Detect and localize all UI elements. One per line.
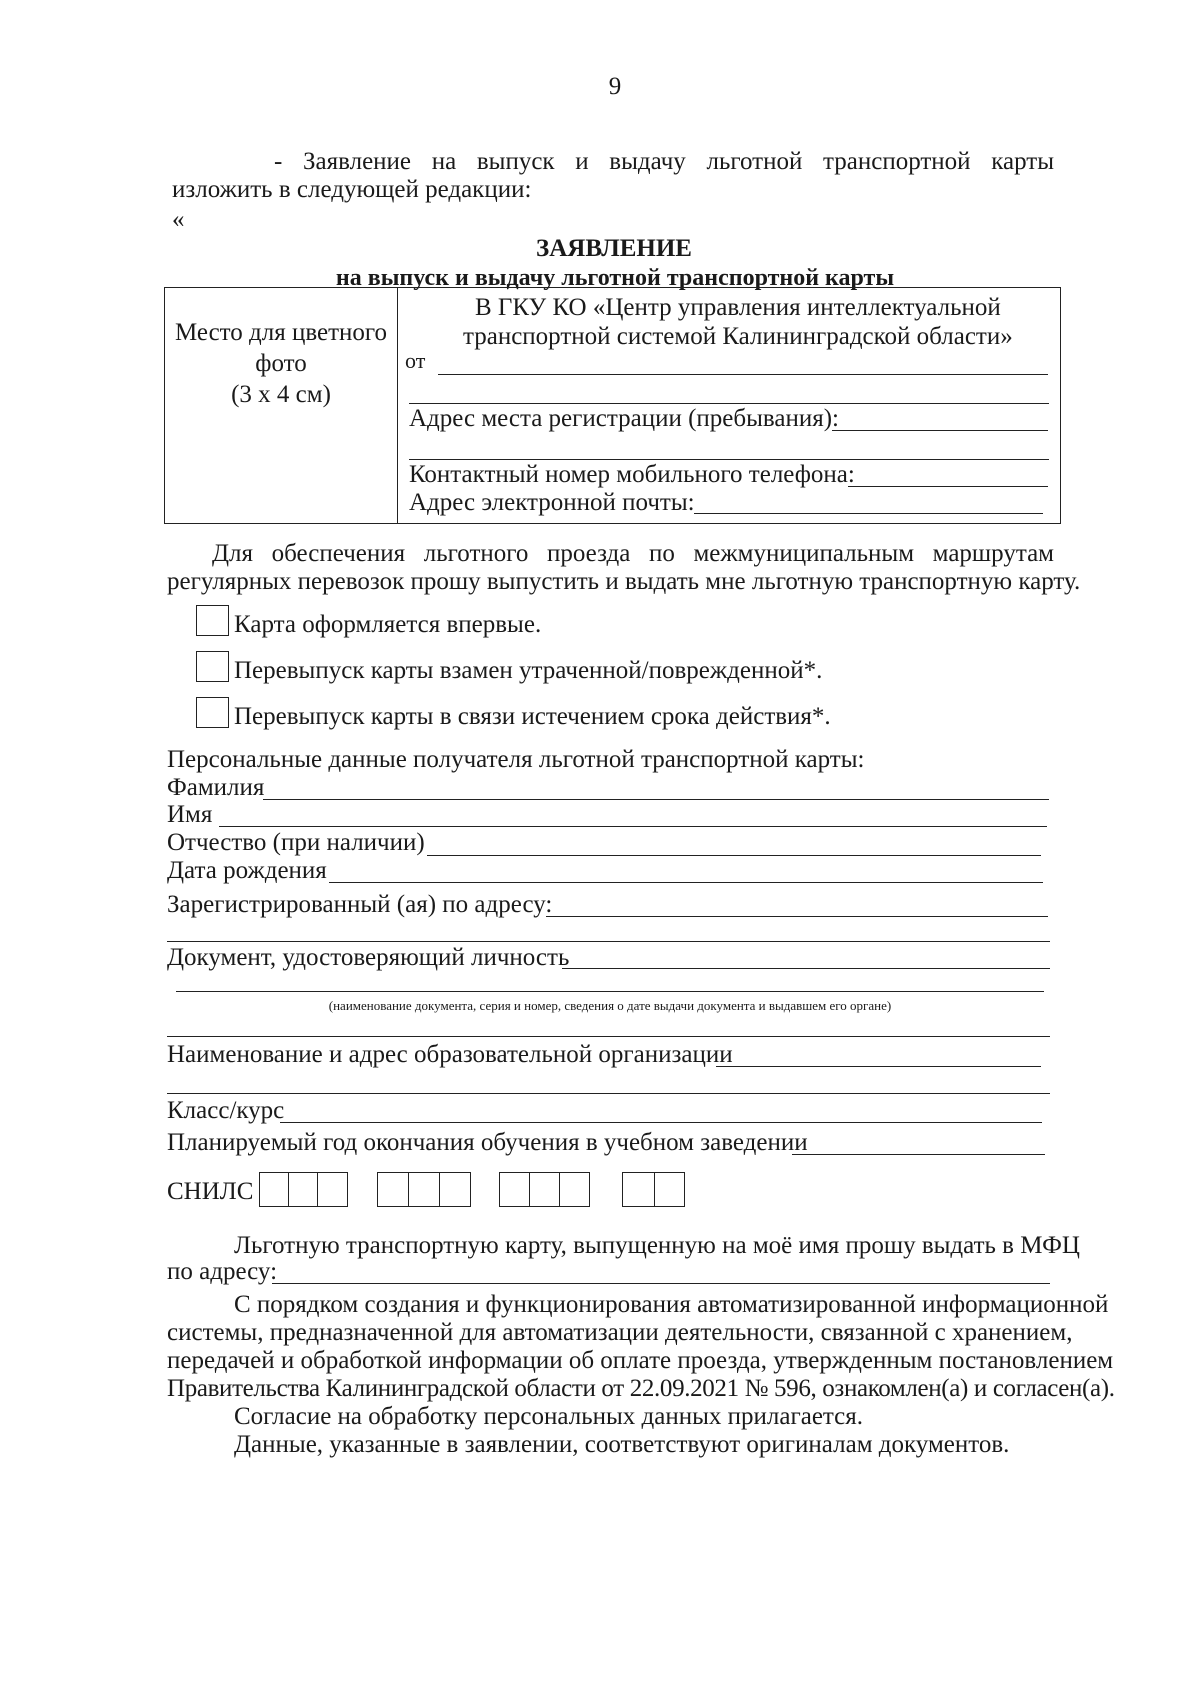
email-label: Адрес электронной почты: [409,489,695,516]
consent-line-5: Согласие на обработку персональных данных прилагается. [234,1403,863,1430]
intro-line-1: - Заявление на выпуск и выдачу льготной транспортной карты [274,148,1054,175]
request-line-2: регулярных перевозок прошу выпустить и выдать мне льготную транспортную карту. [167,568,1081,595]
id-doc-field[interactable] [562,968,1050,969]
quote-open: « [172,206,185,233]
email-field[interactable] [694,513,1043,514]
reg-address-label: Адрес места регистрации (пребывания): [409,405,840,432]
patronymic-field[interactable] [427,855,1041,856]
photo-line-1: Место для цветного [174,319,388,346]
name-label: Имя [167,801,213,828]
id-doc-field-3[interactable] [167,1036,1050,1037]
form-title: ЗАЯВЛЕНИЕ [536,235,692,262]
option-replace-lost-checkbox[interactable] [196,651,229,682]
registered-field[interactable] [546,916,1048,917]
consent-line-4: Правительства Калининградской области от 22.09.2021 № 596, ознакомлен(а) и согласен(а). [167,1375,1115,1402]
snils-group-4[interactable] [622,1172,685,1207]
personal-heading: Персональные данные получателя льготной транспортной карты: [167,746,865,773]
from-label: от [405,348,426,373]
addressee-line-2: транспортной системой Калининградской области» [463,323,1013,350]
photo-line-3: (3 х 4 см) [231,381,331,408]
registered-label: Зарегистрированный (ая) по адресу: [167,891,553,918]
class-label: Класс/курс [167,1097,285,1124]
surname-field[interactable] [263,799,1049,800]
delivery-line-1: Льготную транспортную карту, выпущенную на моё имя прошу выдать в МФЦ [234,1232,1080,1259]
header-table-divider [397,287,398,524]
school-field[interactable] [716,1066,1041,1067]
snils-group-2[interactable] [377,1172,471,1207]
reg-address-field[interactable] [832,430,1048,431]
snils-group-3[interactable] [499,1172,590,1207]
option-replace-lost-label: Перевыпуск карты взамен утраченной/поврежденной*. [234,657,823,684]
id-doc-hint: (наименование документа, серия и номер, сведения о дате выдачи документа и выдавшем его органе) [328,998,892,1013]
id-doc-field-2[interactable] [176,991,1044,992]
delivery-address-field[interactable] [272,1283,1050,1284]
page-number: 9 [608,73,622,100]
registered-field-2[interactable] [167,941,1050,942]
addressee-line-1: В ГКУ КО «Центр управления интеллектуальной [475,294,1001,321]
snils-label: СНИЛС [167,1178,254,1205]
id-doc-label: Документ, удостоверяющий личность [167,944,570,971]
option-first-issue-checkbox[interactable] [196,605,229,636]
patronymic-label: Отчество (при наличии) [167,829,425,856]
phone-label: Контактный номер мобильного телефона: [409,461,855,488]
photo-placeholder [166,318,396,411]
class-field[interactable] [280,1122,1042,1123]
grad-year-label: Планируемый год окончания обучения в учебном заведении [167,1129,808,1156]
phone-field[interactable] [848,486,1048,487]
school-label: Наименование и адрес образовательной организации [167,1041,733,1068]
birthdate-field[interactable] [329,882,1043,883]
surname-label: Фамилия [167,774,265,801]
consent-line-1: С порядком создания и функционирования автоматизированной информационной [234,1291,1109,1318]
snils-group-1[interactable] [259,1172,348,1207]
form-subtitle: на выпуск и выдачу льготной транспортной карты [335,265,895,291]
option-expired-checkbox[interactable] [196,697,229,728]
request-line-1: Для обеспечения льготного проезда по межмуниципальным маршрутам [212,540,1054,567]
delivery-address-label: по адресу: [167,1258,278,1285]
consent-line-3: передачей и обработкой информации об оплате проезда, утвержденным постановлением [167,1347,1114,1374]
from-field[interactable] [438,374,1048,375]
consent-line-6: Данные, указанные в заявлении, соответствуют оригиналам документов. [234,1431,1010,1458]
grad-year-field[interactable] [792,1154,1045,1155]
name-field[interactable] [219,826,1047,827]
intro-line-2: изложить в следующей редакции: [172,176,532,203]
photo-line-2: фото [255,350,307,377]
option-expired-label: Перевыпуск карты в связи истечением срока действия*. [234,703,831,730]
consent-line-2: системы, предназначенной для автоматизации деятельности, связанной с хранением, [167,1319,1073,1346]
option-first-issue-label: Карта оформляется впервые. [234,611,542,638]
school-field-2[interactable] [167,1093,1050,1094]
birthdate-label: Дата рождения [167,857,327,884]
